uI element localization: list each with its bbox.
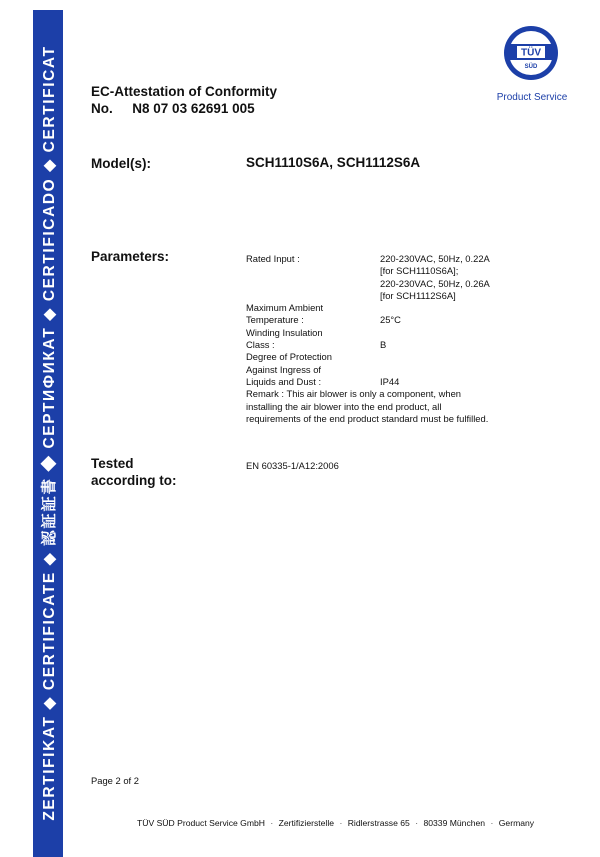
param-name: [246, 302, 380, 327]
tested-label-line: Tested: [91, 456, 134, 471]
document-number: N8 07 03 62691 005: [132, 101, 255, 116]
models-value: SCH1110S6A, SCH1112S6A: [246, 155, 421, 170]
param-value: [380, 351, 520, 388]
param-name: [246, 351, 380, 388]
tuv-sud-logo: [503, 25, 559, 81]
param-row-protection-degree: [246, 351, 520, 388]
param-value-line: 220-230VAC, 50Hz, 0.26A: [380, 277, 490, 289]
logo-mark-sub: SÜD: [524, 64, 538, 70]
param-value-line: [380, 302, 520, 314]
param-value-line: [380, 327, 520, 339]
param-name-line: Winding Insulation: [246, 326, 323, 338]
param-value-line: [for SCH1110S6A];: [380, 265, 459, 277]
tested-label: [91, 455, 177, 489]
document-title-block: [91, 83, 277, 117]
param-name-line: Liquids and Dust :: [246, 375, 322, 387]
parameters-remark: Remark : This air blower is only a component, when installing the air blower into the end product, all requirements of the end product standard must be fulfilled.: [246, 388, 489, 424]
param-name: [246, 253, 380, 265]
param-value: [380, 302, 520, 327]
sidebar-text: ZERTIFIKAT ◆ CERTIFICATE ◆ 認証証書 ◆ СЕРТИФИКАТ ◆ CERTIFICADO ◆ CERTIFICAT: [41, 45, 58, 821]
param-value-line: 220-230VAC, 50Hz, 0.22A: [380, 253, 490, 264]
param-name: [246, 327, 380, 352]
footer-dept: Zertifizierstelle: [278, 818, 335, 828]
param-row-winding-insulation: [246, 327, 520, 352]
param-value-line: IP44: [380, 375, 400, 387]
page-number: Page 2 of 2: [91, 775, 139, 786]
footer-separator: ·: [415, 818, 419, 828]
param-value: [380, 253, 520, 302]
models-label: Model(s):: [91, 156, 151, 171]
footer-street: Ridlerstrasse 65: [347, 818, 410, 828]
param-value-line: B: [380, 339, 387, 351]
certificate-sidebar: [33, 10, 63, 857]
number-label: No.: [91, 101, 113, 116]
document-title: EC-Attestation of Conformity: [91, 84, 277, 99]
logo-subtitle: Product Service: [496, 92, 568, 103]
param-name-line: Rated Input :: [246, 253, 300, 264]
footer-separator: ·: [339, 818, 343, 828]
footer-address: [137, 818, 534, 828]
tested-label-line: according to:: [91, 473, 177, 488]
footer-company: TÜV SÜD Product Service GmbH: [137, 818, 265, 828]
param-value-line: [for SCH1112S6A]: [380, 289, 456, 301]
param-value-line: 25°C: [380, 314, 401, 326]
document-number-line: [91, 100, 277, 117]
logo-mark-text: TÜV: [521, 47, 541, 59]
param-row-ambient-temperature: [246, 302, 520, 327]
parameters-label: Parameters:: [91, 249, 170, 264]
footer-separator: ·: [490, 818, 494, 828]
footer-separator: ·: [270, 818, 274, 828]
footer-city: 80339 München: [423, 818, 486, 828]
parameters-table: [246, 253, 520, 425]
param-name-line: Class :: [246, 339, 275, 351]
param-value-line: [380, 364, 520, 376]
param-name-line: Temperature :: [246, 314, 304, 326]
tested-standard: EN 60335-1/A12:2006: [246, 460, 339, 471]
param-name-line: Degree of Protection: [246, 351, 332, 363]
footer-country: Germany: [498, 818, 535, 828]
param-row-rated-input: [246, 253, 520, 302]
param-value-line: [380, 351, 520, 363]
param-value: [380, 327, 520, 352]
param-name-line: Against Ingress of: [246, 363, 322, 375]
param-name-line: Maximum Ambient: [246, 302, 324, 314]
